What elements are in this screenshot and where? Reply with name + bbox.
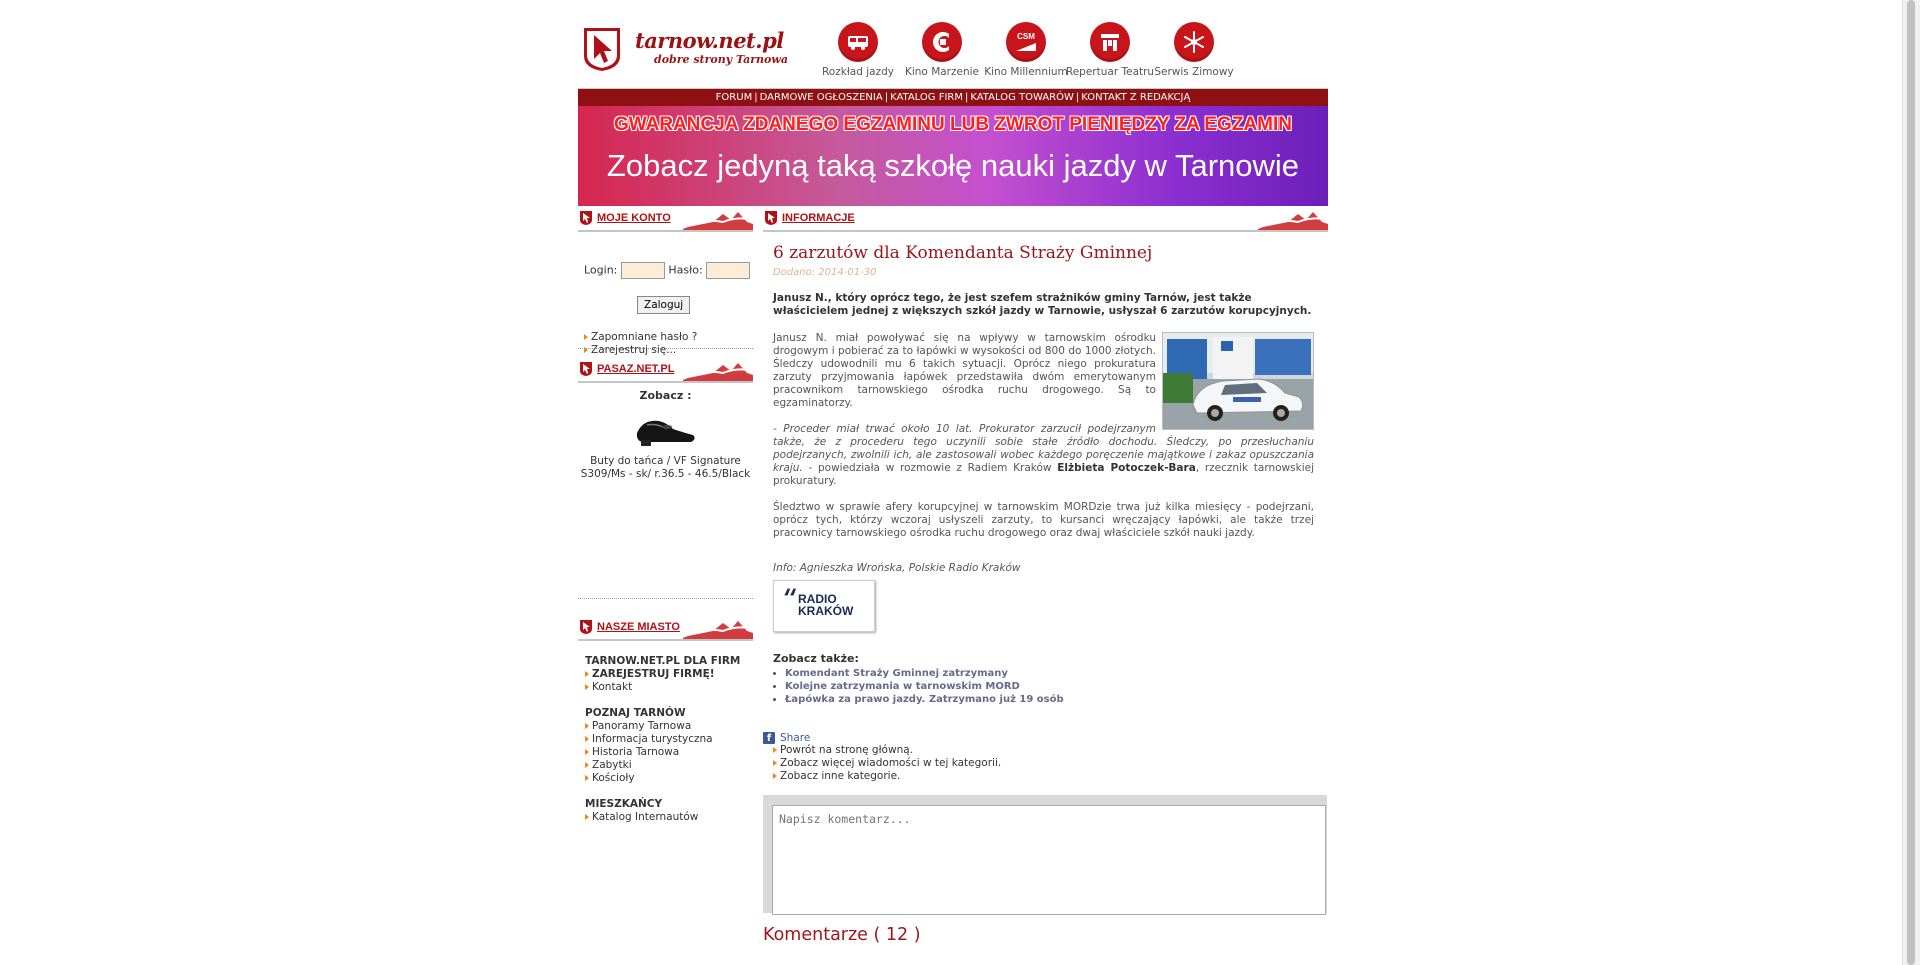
contact-link[interactable]: Kontakt (592, 681, 633, 693)
account-links (584, 331, 697, 357)
driving-school-car-photo[interactable] (1162, 332, 1314, 430)
article (763, 243, 1328, 945)
article-nav-links (773, 744, 1314, 783)
list-item (584, 344, 697, 357)
list-item (785, 693, 1314, 706)
pasaz-box (578, 359, 753, 489)
article-source: Info: Agnieszka Wrońska, Polskie Radio Kraków (773, 562, 1021, 574)
informacja-turystyczna-link[interactable]: Informacja turystyczna (592, 733, 713, 745)
spokesperson-role: , rzecznik tarnowskiej prokuratury. (773, 462, 1314, 487)
group-mieszkancy (578, 798, 753, 824)
logo-cursor-icon (582, 26, 622, 72)
nav-separator: | (1075, 92, 1080, 103)
section-title: MOJE KONTO (597, 212, 671, 224)
article-title: 6 zarzutów dla Komendanta Straży Gminnej (773, 243, 1153, 263)
shortcut-bar (808, 22, 1328, 82)
article-lead: Janusz N., który oprócz tego, że jest szefem strażników gminy Tarnów, jest także właścicielem jednej z większych szkół jazdy w Tarnowie, usłyszał 6 zarzutów korupcyjnych. (773, 292, 1312, 317)
article-date: Dodano: 2014-01-30 (773, 267, 877, 278)
shortcut-label: Kino Millennium (984, 66, 1068, 78)
nasze-miasto-box (578, 617, 753, 824)
top-navigation (578, 88, 1328, 106)
nav-darmowe-ogloszenia[interactable]: DARMOWE OGŁOSZENIA (759, 92, 883, 103)
login-button[interactable]: Zaloguj (637, 296, 690, 314)
banner-subline: Zobacz jedyną taką szkołę nauki jazdy w Tarnowie (606, 148, 1300, 183)
site-title: tarnow.net.pl (635, 28, 784, 53)
winter-decoration-icon (683, 359, 753, 381)
article-paragraph-3: Śledztwo w sprawie afery korupcyjnej w tarnowskim MORDzie trwa już kilka miesięcy - podejrzani, oprócz tych, którzy wczoraj usłyszeli zarzuty, to kursanci wręczający łapówki, ale także trzej pracownicy tarnowskiego ośrodka ruchu drogowego oraz dwaj właściciele szkół nauki jazdy. (773, 501, 1314, 539)
list-item (785, 680, 1314, 693)
comment-input[interactable] (772, 805, 1326, 915)
group-list (585, 668, 753, 694)
facebook-icon: f (763, 732, 775, 744)
login-input[interactable] (621, 262, 665, 279)
see-also-list (773, 667, 1314, 706)
back-home-link[interactable]: Powrót na stronę główną. (780, 744, 913, 756)
katalog-internautow-link[interactable]: Katalog Internautów (592, 811, 699, 823)
quote-attribution: - powiedziała w rozmowie z Radiem Kraków (802, 462, 1058, 474)
list-item (585, 772, 753, 785)
share-label: Share (780, 732, 811, 744)
bus-icon (845, 29, 871, 55)
theatre-icon (1097, 29, 1123, 55)
zabytki-link[interactable]: Zabytki (592, 759, 632, 771)
list-item (585, 811, 753, 824)
related-link[interactable]: Łapówka za prawo jazdy. Zatrzymano już 19 osób (785, 694, 1064, 705)
register-company-link[interactable]: ZAREJESTRUJ FIRMĘ! (592, 668, 715, 680)
related-link[interactable]: Komendant Straży Gminnej zatrzymany (785, 668, 1008, 679)
article-body (773, 332, 1314, 540)
other-categories-link[interactable]: Zobacz inne kategorie. (780, 770, 901, 782)
radio-krakow-logo[interactable] (773, 580, 875, 632)
csm-cinema-icon (1013, 29, 1039, 55)
section-header-nasze-miasto (578, 617, 753, 641)
winter-decoration-icon (683, 208, 753, 230)
list-item (585, 759, 753, 772)
cursor-icon (764, 210, 778, 226)
shortcut-serwis-zimowy[interactable] (1144, 22, 1244, 78)
product-name[interactable]: Buty do tańca / VF Signature S309/Ms - sk/ r.36.5 - 46.5/Black (580, 455, 751, 480)
group-dla-firm (578, 655, 753, 694)
shortcut-label: Serwis Zimowy (1154, 66, 1234, 78)
cursor-icon (579, 210, 593, 226)
spokesperson-name: Elżbieta Potoczek-Bara (1057, 462, 1196, 474)
password-label: Hasło: (668, 263, 703, 277)
historia-link[interactable]: Historia Tarnowa (592, 746, 680, 758)
facebook-share[interactable] (763, 732, 1314, 744)
shortcut-label: Rozkład jazdy (821, 66, 894, 78)
csm-text: CSM (1017, 32, 1035, 41)
page (578, 0, 1328, 945)
main-content (763, 208, 1328, 945)
shoe-product-image[interactable] (633, 409, 699, 449)
more-in-category-link[interactable]: Zobacz więcej wiadomości w tej kategorii. (780, 757, 1002, 769)
site-subtitle: dobre strony Tarnowa (654, 53, 788, 66)
login-form (578, 232, 753, 356)
nav-separator: | (964, 92, 969, 103)
list-item (785, 667, 1314, 680)
cinema-icon (929, 29, 955, 55)
nav-separator: | (754, 92, 758, 103)
winter-decoration-icon (1258, 208, 1328, 230)
list-item (773, 744, 1314, 757)
cursor-icon (579, 619, 593, 635)
list-item (585, 668, 753, 681)
radio-logo-line1: RADIO (798, 592, 837, 606)
section-title: INFORMACJE (782, 212, 855, 224)
related-link[interactable]: Kolejne zatrzymania w tarnowskim MORD (785, 681, 1020, 692)
list-item (585, 720, 753, 733)
password-input[interactable] (706, 262, 750, 279)
section-header-pasaz (578, 359, 753, 383)
nav-forum[interactable]: FORUM (715, 92, 753, 103)
nav-kontakt[interactable]: KONTAKT Z REDAKCJĄ (1081, 92, 1191, 103)
list-item (585, 746, 753, 759)
vertical-scrollbar[interactable] (1902, 0, 1920, 965)
scrollbar-thumb[interactable] (1907, 0, 1915, 965)
section-header-informacje (763, 208, 1328, 232)
group-title: TARNOW.NET.PL DLA FIRM (585, 655, 741, 667)
see-also (773, 652, 1314, 706)
site-logo[interactable] (582, 26, 792, 74)
nav-katalog-firm[interactable]: KATALOG FIRM (890, 92, 963, 103)
group-poznaj-tarnow (578, 707, 753, 785)
article-paragraph-1: Janusz N. miał powoływać się na wpływy w tarnowskim ośrodku drogowym i pobierać za to łapówki w wysokości od 800 do 1000 złotych. Śledczy udowodnili mu 6 takich sytuacji. Oprócz niego prokuratura zarzuty przyjmowania łapówek przedstawiła dwóm emerytowanym pracownikom tarnowskiego ośrodka ruchu drogowego. Są to egzaminatorzy. (773, 332, 1156, 409)
pasaz-see-label: Zobacz : (639, 389, 692, 402)
nav-katalog-towarow[interactable]: KATALOG TOWARÓW (970, 92, 1074, 103)
group-list (585, 811, 753, 824)
group-title: POZNAJ TARNÓW (585, 707, 686, 719)
login-row (584, 262, 750, 279)
section-title: NASZE MIASTO (597, 621, 680, 633)
see-also-title: Zobacz także: (773, 652, 859, 665)
quote-text: - Proceder miał trwać około 10 lat. Prokurator zarzucił podejrzanym także, że z procederu tego uczynili sobie stałe źródło dochodu. Śledczy, po przesłuchaniu podejrzanych, zwolnili ich, ale zastosowali wobec każdego poręczenie majątkowe i zakaz opuszczania kraju. (773, 423, 1314, 474)
comment-form (763, 795, 1327, 913)
forgot-password-link[interactable]: Zapomniane hasło ? (591, 331, 698, 343)
list-item (585, 681, 753, 694)
panoramy-link[interactable]: Panoramy Tarnowa (592, 720, 692, 732)
radio-logo-line2: KRAKÓW (798, 604, 854, 618)
list-item (584, 331, 697, 344)
winter-decoration-icon (683, 617, 753, 639)
koscioly-link[interactable]: Kościoły (592, 772, 635, 784)
list-item (773, 757, 1314, 770)
group-list (585, 720, 753, 785)
banner-headline: GWARANCJA ZDANEGO EGZAMINU LUB ZWROT PIENIĘDZY ZA EGZAMIN (613, 114, 1292, 135)
login-label: Login: (584, 263, 618, 277)
shortcut-label: Kino Marzenie (904, 66, 980, 78)
left-sidebar (578, 208, 753, 824)
header (578, 0, 1328, 88)
list-item (585, 733, 753, 746)
register-link[interactable]: Zarejestruj się... (591, 344, 677, 356)
cursor-icon (579, 361, 593, 377)
nav-separator: | (884, 92, 889, 103)
section-title: PASAZ.NET.PL (597, 363, 675, 375)
group-title: MIESZKAŃCY (585, 798, 663, 810)
section-header-moje-konto (578, 208, 753, 232)
article-paragraph-2 (773, 423, 1314, 488)
shortcut-label: Repertuar Teatru (1065, 66, 1155, 78)
snowflake-icon (1181, 29, 1207, 55)
comments-count: Komentarze ( 12 ) (763, 925, 921, 945)
list-item (773, 770, 1314, 783)
ad-banner[interactable] (578, 106, 1328, 206)
